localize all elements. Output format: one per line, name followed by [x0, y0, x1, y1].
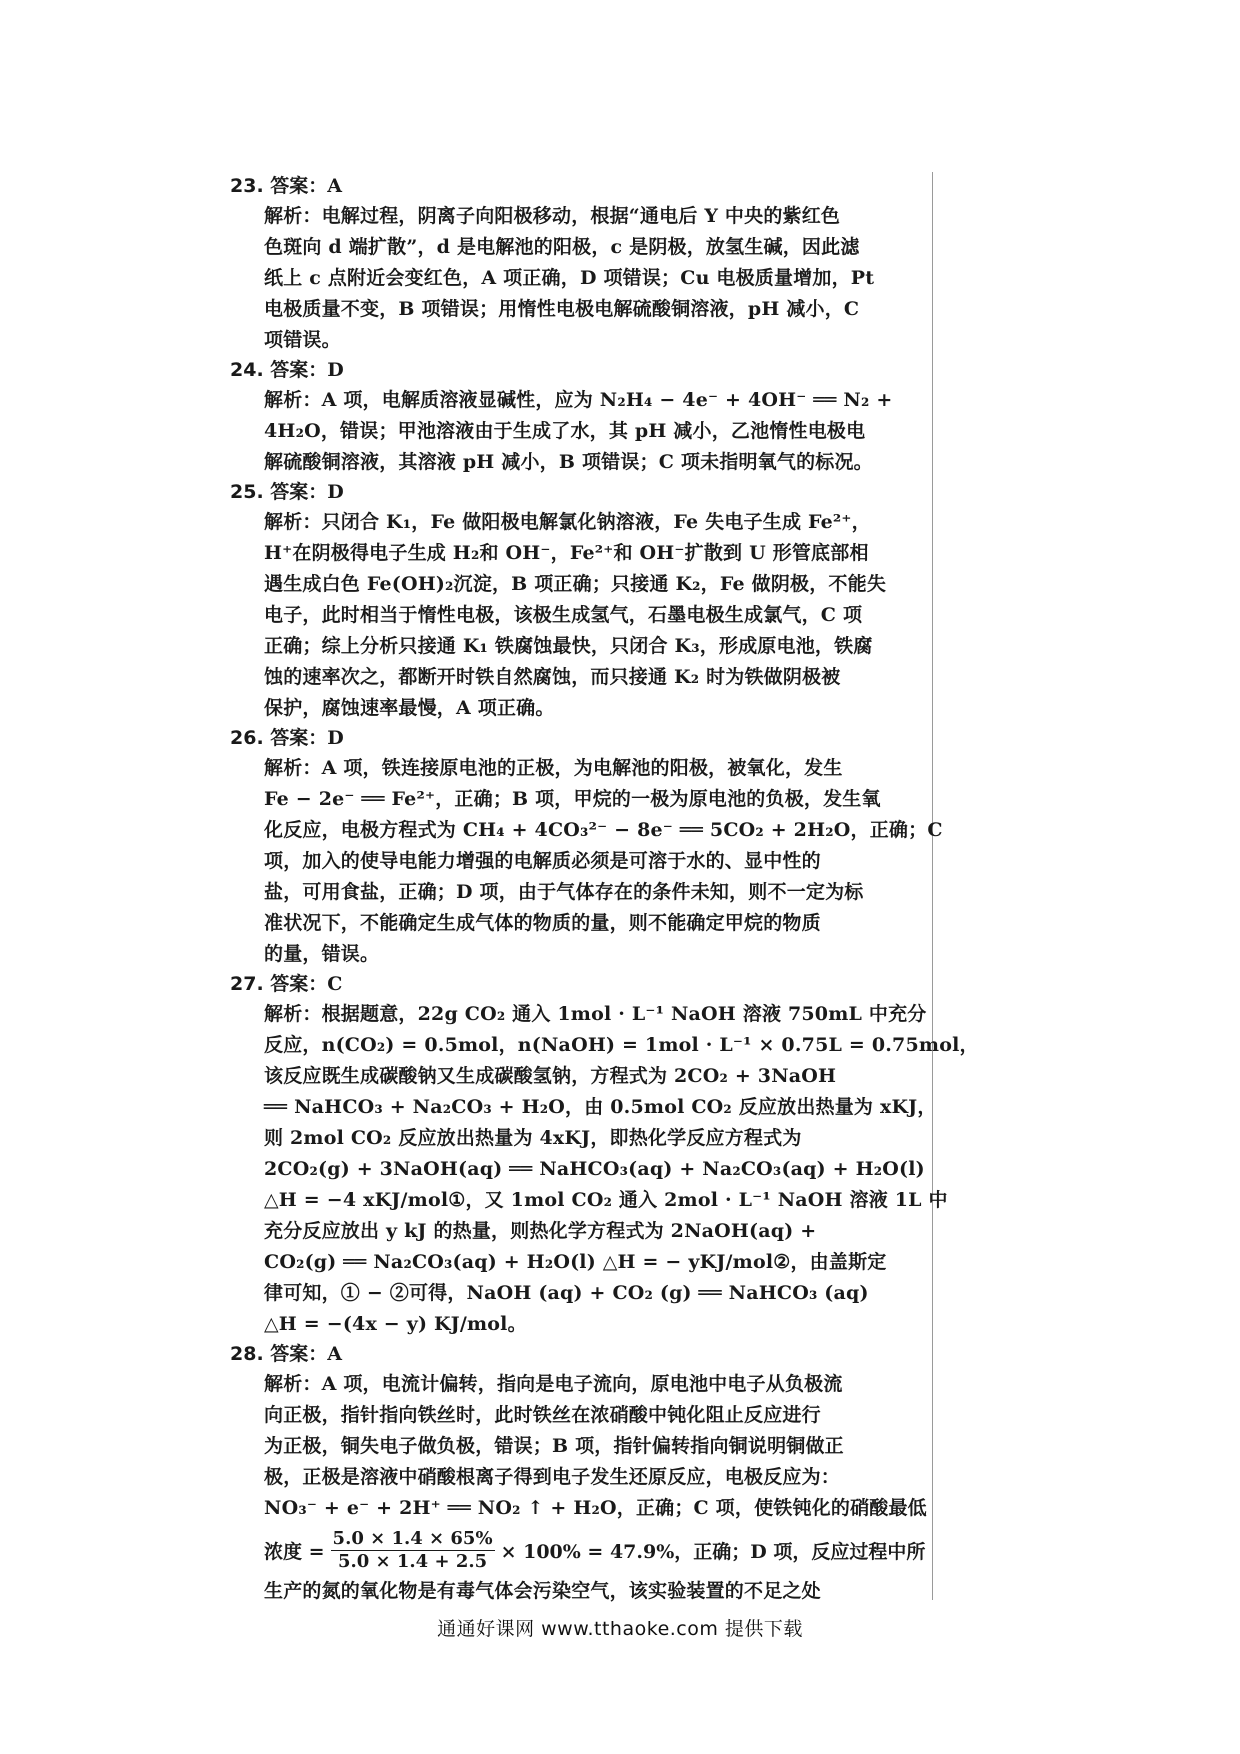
- explanation-line: 解析：电解过程，阴离子向阳极移动，根据“通电后 Y 中央的紫红色: [264, 205, 841, 227]
- answer-item-27: [230, 970, 979, 1340]
- explanation-line: Fe − 2e⁻ ══ Fe²⁺，正确；B 项，甲烷的一极为原电池的负极，发生氧: [264, 788, 881, 810]
- explanation-line: 律可知，① − ②可得，NaOH (aq) + CO₂ (g) ══ NaHCO₃ (aq): [264, 1282, 869, 1304]
- item-heading: [230, 1340, 920, 1369]
- explanation-line: 化反应，电极方程式为 CH₄ + 4CO₃²⁻ − 8e⁻ ══ 5CO₂ + 2H₂O，正确；C: [264, 819, 943, 841]
- explanation-line: 该反应既生成碳酸钠又生成碳酸氢钠，方程式为 2CO₂ + 3NaOH: [264, 1065, 837, 1087]
- explanation-line: 准状况下，不能确定生成气体的物质的量，则不能确定甲烷的物质: [264, 912, 821, 934]
- item-answer: 答案：A: [270, 1343, 343, 1365]
- explanation-line: 为正极，铜失电子做负极，错误；B 项，指针偏转指向铜说明铜做正: [264, 1435, 844, 1457]
- explanation-line: 极，正极是溶液中硝酸根离子得到电子发生还原反应，电极反应为：: [264, 1466, 841, 1488]
- explanation-line: ══ NaHCO₃ + Na₂CO₃ + H₂O，由 0.5mol CO₂ 反应放出热量为 xKJ，: [264, 1096, 937, 1118]
- explanation-line: 电子，此时相当于惰性电极，该极生成氢气，石墨电极生成氯气，C 项: [264, 604, 863, 626]
- explanation-line: 解析：A 项，电流计偏转，指向是电子流向，原电池中电子从负极流: [264, 1373, 843, 1395]
- item-number: 25.: [230, 481, 264, 503]
- explanation-line: 盐，可用食盐，正确；D 项，由于气体存在的条件未知，则不一定为标: [264, 881, 864, 903]
- explanation-line: 的量，错误。: [264, 943, 380, 965]
- item-number: 27.: [230, 973, 264, 995]
- item-answer: 答案：D: [270, 359, 344, 381]
- fraction-numerator: 5.0 × 1.4 × 65%: [332, 1527, 493, 1549]
- explanation-line: 纸上 c 点附近会变红色，A 项正确，D 项错误；Cu 电极质量增加，Pt: [264, 267, 875, 289]
- explanation-line: 向正极，指针指向铁丝时，此时铁丝在浓硝酸中钝化阻止反应进行: [264, 1404, 821, 1426]
- item-answer: 答案：D: [270, 481, 344, 503]
- explanation-line: 解析：A 项，铁连接原电池的正极，为电解池的阳极，被氧化，发生: [264, 757, 843, 779]
- concentration-formula: [230, 1524, 926, 1576]
- explanation-line: CO₂(g) ══ Na₂CO₃(aq) + H₂O(l) △H = − yKJ/mol②，由盖斯定: [264, 1251, 887, 1273]
- explanation-line: 生产的氮的氧化物是有毒气体会污染空气，该实验装置的不足之处: [264, 1580, 821, 1602]
- item-heading: [230, 970, 920, 999]
- item-answer: 答案：D: [270, 727, 344, 749]
- formula-suffix: × 100% = 47.9%，正确；D 项，反应过程中所: [500, 1540, 926, 1563]
- explanation-line: 解硫酸铜溶液，其溶液 pH 减小，B 项错误；C 项未指明氧气的标况。: [264, 451, 873, 473]
- item-heading: [230, 172, 920, 201]
- explanation-line: 充分反应放出 y kJ 的热量，则热化学方程式为 2NaOH(aq) +: [264, 1220, 817, 1242]
- explanation-line: 则 2mol CO₂ 反应放出热量为 4xKJ，即热化学反应方程式为: [264, 1127, 802, 1149]
- explanation-line: 反应，n(CO₂) = 0.5mol，n(NaOH) = 1mol · L⁻¹ × 0.75L = 0.75mol，: [264, 1034, 979, 1056]
- formula-prefix: 浓度 =: [264, 1540, 325, 1563]
- explanation-line: 色斑向 d 端扩散”，d 是电解池的阳极，c 是阴极，放氢生碱，因此滤: [264, 236, 860, 258]
- margin-rule: [932, 172, 933, 1600]
- explanation-line: 4H₂O，错误；甲池溶液由于生成了水，其 pH 减小，乙池惰性电极电: [264, 420, 866, 442]
- item-number: 28.: [230, 1343, 264, 1365]
- item-heading: [230, 356, 920, 385]
- item-heading: [230, 724, 920, 753]
- item-answer: 答案：A: [270, 175, 343, 197]
- explanation-line: H⁺在阴极得电子生成 H₂和 OH⁻，Fe²⁺和 OH⁻扩散到 U 形管底部相: [264, 542, 869, 564]
- answer-content: [230, 172, 979, 1607]
- explanation-line: 解析：A 项，电解质溶液显碱性，应为 N₂H₄ − 4e⁻ + 4OH⁻ ══ N₂ +: [264, 389, 893, 411]
- page-footer: 通通好课网 www.tthaoke.com 提供下载: [437, 1618, 803, 1640]
- item-number: 24.: [230, 359, 264, 381]
- fraction: [331, 1528, 495, 1573]
- explanation-line: △H = −4 xKJ/mol①，又 1mol CO₂ 通入 2mol · L⁻¹ NaOH 溶液 1L 中: [264, 1189, 948, 1211]
- item-number: 23.: [230, 175, 264, 197]
- explanation-line: 蚀的速率次之，都断开时铁自然腐蚀，而只接通 K₂ 时为铁做阴极被: [264, 666, 841, 688]
- explanation-line: NO₃⁻ + e⁻ + 2H⁺ ══ NO₂ ↑ + H₂O，正确；C 项，使铁钝化的硝酸最低: [264, 1497, 927, 1519]
- explanation-line: 项，加入的使导电能力增强的电解质必须是可溶于水的、显中性的: [264, 850, 821, 872]
- explanation-line: 项错误。: [264, 329, 341, 351]
- item-heading: [230, 478, 920, 507]
- explanation-line: △H = −(4x − y) KJ/mol。: [264, 1313, 527, 1335]
- item-number: 26.: [230, 727, 264, 749]
- explanation-line: 正确；综上分析只接通 K₁ 铁腐蚀最快，只闭合 K₃，形成原电池，铁腐: [264, 635, 873, 657]
- explanation-line: 解析：根据题意，22g CO₂ 通入 1mol · L⁻¹ NaOH 溶液 750mL 中充分: [264, 1003, 927, 1025]
- explanation-line: 2CO₂(g) + 3NaOH(aq) ══ NaHCO₃(aq) + Na₂CO₃(aq) + H₂O(l): [264, 1158, 925, 1180]
- explanation-line: 保护，腐蚀速率最慢，A 项正确。: [264, 697, 555, 719]
- item-answer: 答案：C: [270, 973, 343, 995]
- answer-item-26: [230, 724, 943, 970]
- explanation-line: 遇生成白色 Fe(OH)₂沉淀，B 项正确；只接通 K₂，Fe 做阴极，不能失: [264, 573, 887, 595]
- answer-item-25: [230, 478, 920, 724]
- explanation-line: 解析：只闭合 K₁，Fe 做阳极电解氯化钠溶液，Fe 失电子生成 Fe²⁺，: [264, 511, 871, 533]
- fraction-denominator: 5.0 × 1.4 + 2.5: [337, 1550, 488, 1572]
- answer-item-23: [230, 172, 920, 356]
- answer-item-28: [230, 1340, 927, 1607]
- explanation-line: 电极质量不变，B 项错误；用惰性电极电解硫酸铜溶液，pH 减小，C: [264, 298, 860, 320]
- answer-item-24: [230, 356, 920, 478]
